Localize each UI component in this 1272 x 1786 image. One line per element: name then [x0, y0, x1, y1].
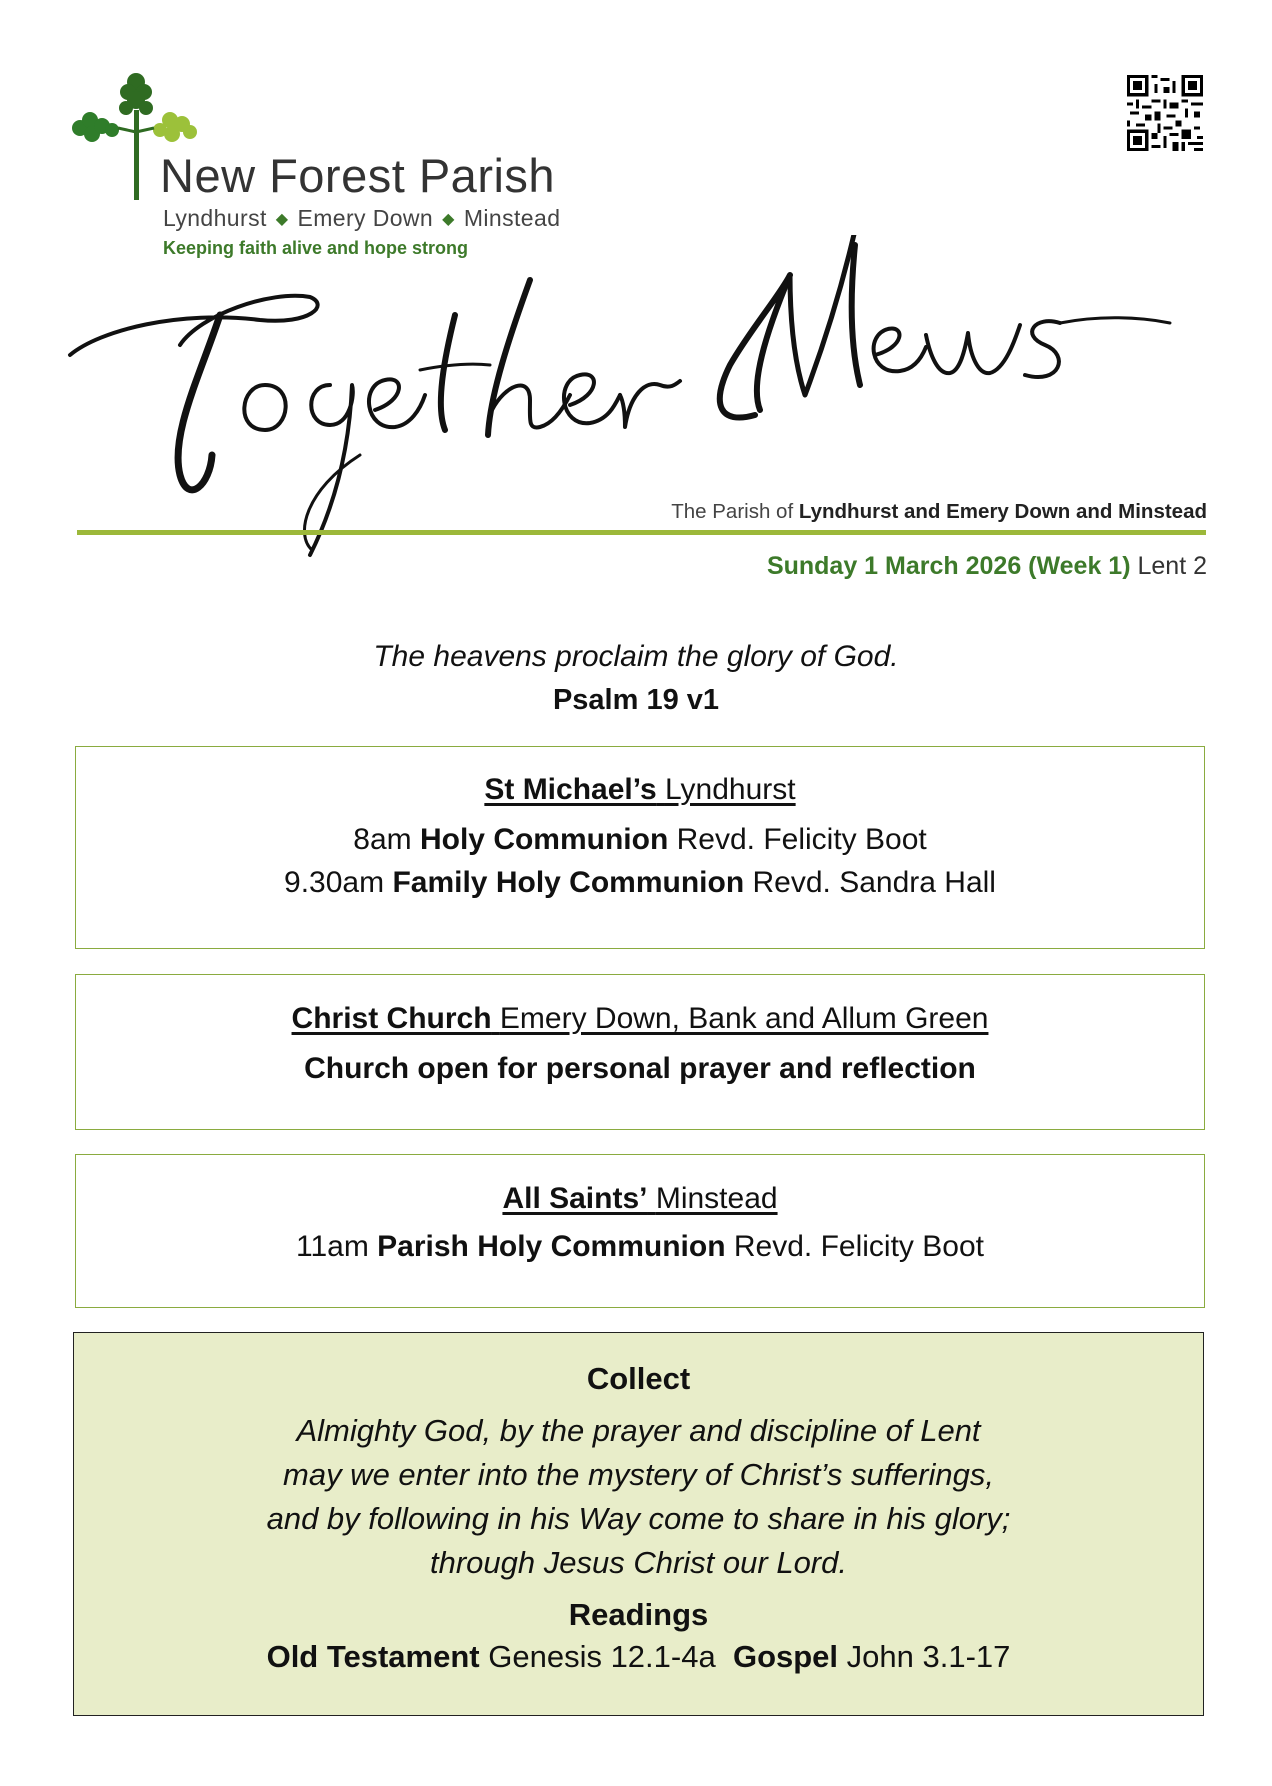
service-time: 11am [296, 1230, 369, 1263]
service-box-st-michaels [75, 746, 1205, 949]
parish-name: Lyndhurst and Emery Down and Minstead [798, 500, 1207, 523]
service-minister: Revd. Sandra Hall [752, 866, 996, 899]
church-name: All Saints’ [502, 1182, 648, 1215]
service-time: 9.30am [284, 866, 385, 899]
collect-line: and by following in his Way come to share in his glory; [266, 1501, 1011, 1536]
service-minister: Revd. Felicity Boot [733, 1230, 984, 1263]
parish-tagline: Keeping faith alive and hope strong [163, 238, 469, 258]
collect-box [73, 1332, 1204, 1716]
service-name: Holy Communion [419, 823, 669, 856]
verse-reference: Psalm 19 v1 [552, 684, 720, 716]
parish-logo-name: New Forest Parish [160, 149, 556, 202]
diamond-icon: ◆ [275, 211, 289, 228]
service-note: Church open for personal prayer and reflection [304, 1052, 976, 1085]
collect-line: Almighty God, by the prayer and discipline of Lent [296, 1413, 981, 1448]
collect-line: through Jesus Christ our Lord. [430, 1545, 847, 1580]
service-name: Parish Holy Communion [377, 1230, 726, 1263]
service-line [76, 866, 1204, 900]
place-lyndhurst: Lyndhurst [163, 205, 267, 231]
service-box-all-saints [75, 1154, 1205, 1308]
gospel-reference: John 3.1-17 [846, 1639, 1011, 1674]
church-heading [76, 1002, 1204, 1036]
liturgical-season: Lent 2 [1137, 552, 1207, 580]
ot-reference: Genesis 12.1-4a [488, 1639, 716, 1674]
readings-line [74, 1639, 1203, 1675]
church-location: Minstead [655, 1182, 778, 1215]
service-line [76, 823, 1204, 857]
masthead-divider [77, 530, 1206, 535]
church-name: Christ Church [291, 1002, 492, 1035]
place-minstead: Minstead [463, 205, 561, 231]
church-location: Emery Down, Bank and Allum Green [499, 1002, 989, 1035]
issue-date-line [560, 552, 1207, 581]
parish-line [590, 500, 1207, 524]
church-location: Lyndhurst [664, 773, 796, 806]
service-time: 8am [353, 823, 412, 856]
parish-prefix: The Parish of [671, 500, 794, 523]
collect-text [74, 1409, 1203, 1585]
church-name: St Michael’s [484, 773, 657, 806]
place-emery-down: Emery Down [297, 205, 434, 231]
ot-label: Old Testament [266, 1639, 480, 1674]
church-heading [76, 1182, 1204, 1216]
service-minister: Revd. Felicity Boot [676, 823, 927, 856]
collect-heading: Collect [586, 1361, 691, 1396]
collect-line: may we enter into the mystery of Christ’s sufferings, [283, 1457, 994, 1492]
issue-date: Sunday 1 March 2026 (Week 1) [766, 552, 1131, 580]
service-box-christ-church [75, 974, 1205, 1130]
gospel-label: Gospel [732, 1639, 839, 1674]
verse-text: The heavens proclaim the glory of God. [373, 640, 899, 673]
service-name: Family Holy Communion [392, 866, 745, 899]
service-line [76, 1230, 1204, 1264]
readings-heading: Readings [568, 1597, 709, 1632]
diamond-icon: ◆ [442, 211, 455, 228]
parish-logo-places [163, 205, 560, 232]
qr-code-icon[interactable] [1127, 75, 1203, 151]
church-heading [76, 773, 1204, 807]
